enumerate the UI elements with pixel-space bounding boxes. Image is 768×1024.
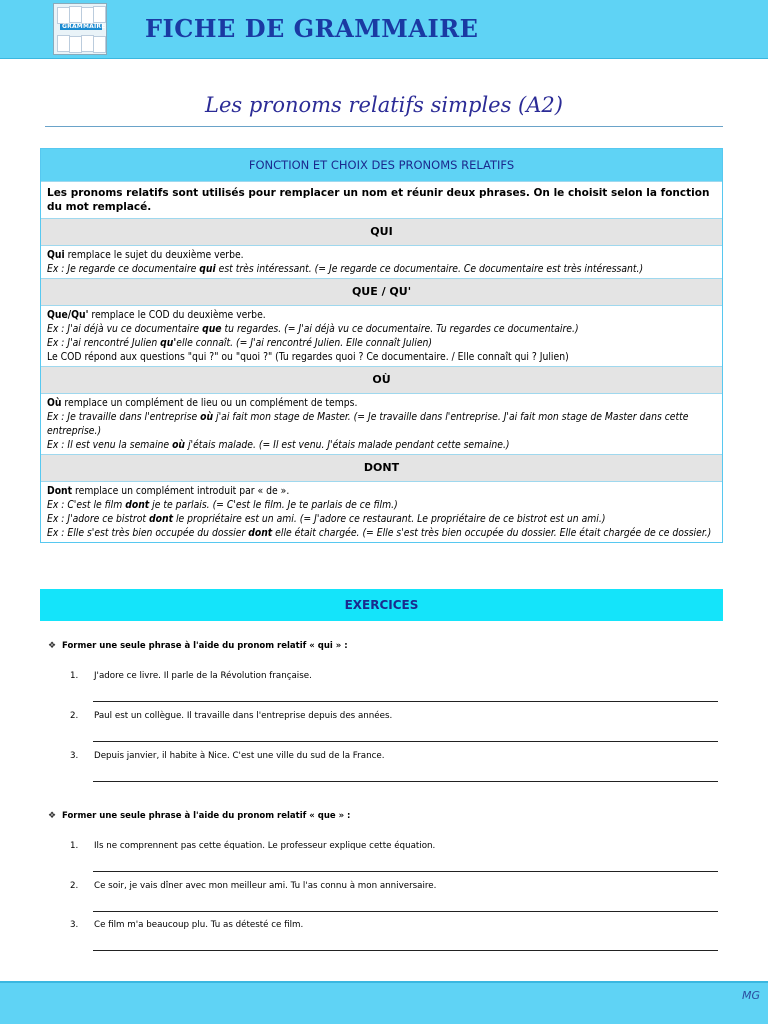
section-title-que: QUE / QU' [41,278,722,305]
instruction-que: ❖ Former une seule phrase à l'aide du pronom relatif « que » : [48,811,351,821]
exercise-item: 2. Paul est un collègue. Il travaille dans l'entreprise depuis des années. [70,711,393,721]
section-body-qui: Qui remplace le sujet du deuxième verbe. Ex : Je regarde ce documentaire qui est très intéressant. (= Je regarde ce documentaire. Ce documentaire est très intéressant.) [41,245,722,278]
header-title: FICHE DE GRAMMAIRE [145,14,479,43]
section-body-ou: Où remplace un complément de lieu ou un complément de temps. Ex : Je travaille dans l'entreprise où j'ai fait mon stage de Master. (= Je travaille dans l'entreprise. J'ai fait mon stage de Master dans cette entreprise.) Ex : Il est venu la semaine où j'étais malade. (= Il est venu. J'étais malade pendant cette semaine.) [41,393,722,454]
exercise-item: 1. Ils ne comprennent pas cette équation. Le professeur explique cette équation. [70,841,436,851]
exercises-heading: EXERCICES [40,589,723,621]
table-heading: FONCTION ET CHOIX DES PRONOMS RELATIFS [41,149,722,181]
diamond-bullet-icon: ❖ [48,641,57,651]
exercise-item: 2. Ce soir, je vais dîner avec mon meilleur ami. Tu l'as connu à mon anniversaire. [70,881,437,891]
answer-line[interactable] [93,741,718,742]
answer-line[interactable] [93,911,718,912]
section-body-dont: Dont remplace un complément introduit par « de ». Ex : C'est le film dont je te parlais. (= C'est le film. Je te parlais de ce film.) Ex : J'adore ce bistrot dont le propriétaire est un ami. (= J'adore ce restaurant. Le propriétaire de ce bistrot est un ami.) Ex : Elle s'est très bien occupée du dossier dont elle était chargée. (= Elle s'est très bien occupée du dossier. Elle était chargée de ce dossier.) [41,481,722,542]
header-band [0,0,768,59]
answer-line[interactable] [93,871,718,872]
section-title-ou: OÙ [41,366,722,393]
section-title-qui: QUI [41,218,722,245]
title-divider [45,126,723,127]
answer-line[interactable] [93,950,718,951]
grammar-table [40,148,723,543]
instruction-qui: ❖ Former une seule phrase à l'aide du pronom relatif « qui » : [48,641,348,651]
exercise-item: 1. J'adore ce livre. Il parle de la Révolution française. [70,671,312,681]
answer-line[interactable] [93,781,718,782]
diamond-bullet-icon: ❖ [48,811,57,821]
footer-band [0,981,768,1024]
section-body-que: Que/Qu' remplace le COD du deuxième verbe. Ex : J'ai déjà vu ce documentaire que tu regardes. (= J'ai déjà vu ce documentaire. Tu regardes ce documentaire.) Ex : J'ai rencontré Julien qu'elle connaît. (= J'ai rencontré Julien. Elle connaît Julien) Le COD répond aux questions "qui ?" ou "quoi ?" (Tu regardes quoi ? Ce documentaire. / Elle connaît qui ? Julien) [41,305,722,366]
page-title: Les pronoms relatifs simples (A2) [205,93,563,117]
section-title-dont: DONT [41,454,722,481]
answer-line[interactable] [93,701,718,702]
grammaire-logo [53,3,107,55]
exercise-item: 3. Depuis janvier, il habite à Nice. C'est une ville du sud de la France. [70,751,385,761]
logo-text: GRAMMAIRE [62,23,106,30]
table-intro: Les pronoms relatifs sont utilisés pour remplacer un nom et réunir deux phrases. On le choisit selon la fonction du mot remplacé. [41,181,722,218]
footer-initials: MG [741,989,760,1002]
exercise-item: 3. Ce film m'a beaucoup plu. Tu as détesté ce film. [70,920,304,930]
